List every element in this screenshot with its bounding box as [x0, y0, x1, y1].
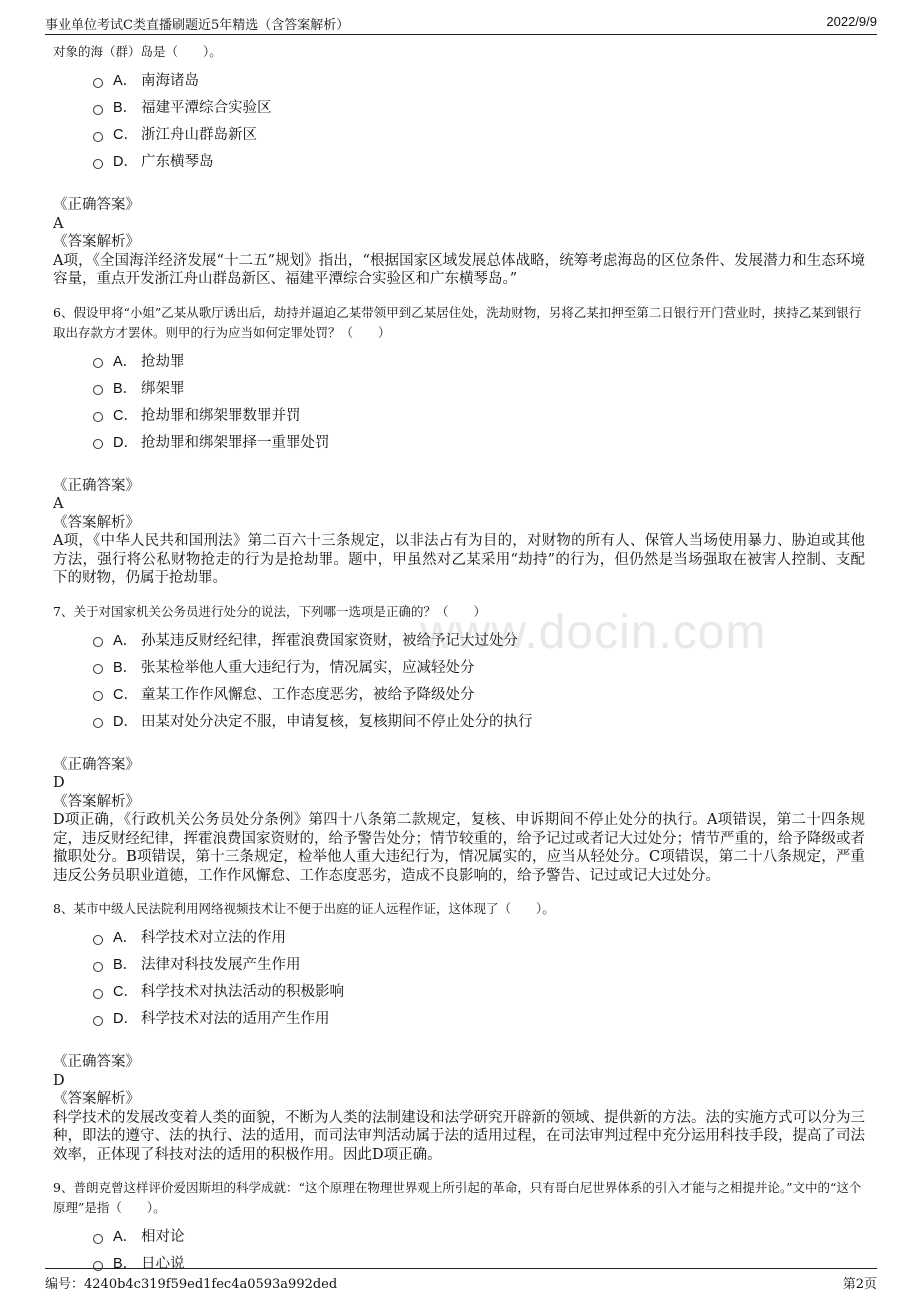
option-list [53, 923, 865, 1031]
question-5 [53, 42, 865, 289]
option-letter: C． [113, 407, 138, 424]
explain-label: 《答案解析》 [53, 234, 140, 250]
radio-icon[interactable] [93, 132, 103, 142]
option-text: 绑架罪 [141, 380, 185, 397]
document-code: 编号：4240b4c319f59ed1fec4a0593a992ded [45, 1277, 338, 1292]
question-stem: 9、普朗克曾这样评价爱因斯坦的科学成就：“这个原理在物理世界观上所引起的革命，只有哥白尼世界体系的引入才能与之相提并论。”文中的“这个原理”是指（ ）。 [53, 1180, 862, 1215]
radio-icon[interactable] [93, 989, 103, 999]
option-letter: A． [113, 73, 138, 89]
option-c[interactable] [53, 120, 865, 147]
option-text: 日心说 [141, 1256, 185, 1272]
explain-text: A项，《中华人民共和国刑法》第二百六十三条规定，以非法占有为目的，对财物的所有人、保管人当场使用暴力、胁迫或其他方法，强行将公私财物抢走的行为是抢劫罪。题中，甲虽然对乙某采用“劫持”的行为，但仍然是当场强取在被害人控制、支配下的财物，仍属于抢劫罪。 [53, 533, 865, 586]
answer-value: D [53, 775, 65, 791]
page-content [53, 42, 865, 1276]
answer-block [53, 756, 865, 886]
document-date: 2022/9/9 [826, 14, 877, 29]
option-list [53, 66, 865, 174]
answer-value: D [53, 1072, 65, 1089]
answer-block [53, 477, 865, 588]
option-letter: C． [113, 984, 138, 1000]
question-6 [53, 303, 865, 588]
question-7 [53, 602, 865, 886]
question-9 [53, 1178, 865, 1276]
option-a[interactable] [53, 1222, 865, 1249]
option-letter: D． [113, 713, 138, 730]
option-letter: A． [113, 632, 138, 649]
question-stem: 7、关于对国家机关公务员进行处分的说法，下列哪一选项是正确的？（ ） [53, 603, 486, 619]
answer-label: 《正确答案》 [53, 197, 140, 213]
option-text: 童某工作作风懈怠、工作态度恶劣，被给予降级处分 [141, 686, 475, 703]
explain-label: 《答案解析》 [53, 1091, 140, 1107]
watermark: www.docin.com [420, 606, 767, 659]
explain-label: 《答案解析》 [53, 793, 140, 810]
option-text: 福建平潭综合实验区 [141, 100, 272, 116]
answer-label: 《正确答案》 [53, 1054, 140, 1070]
option-letter: D． [113, 1011, 138, 1027]
option-text: 科学技术对立法的作用 [141, 930, 286, 946]
option-text: 田某对处分决定不服，申请复核，复核期间不停止处分的执行 [141, 713, 533, 730]
radio-icon[interactable] [93, 1016, 103, 1026]
explain-label: 《答案解析》 [53, 514, 140, 531]
option-letter: C． [113, 686, 138, 703]
option-b[interactable] [53, 93, 865, 120]
document-title: 事业单位考试C类直播刷题近5年精选（含答案解析） [45, 18, 350, 33]
radio-icon[interactable] [93, 385, 103, 395]
option-d[interactable] [53, 707, 865, 734]
option-text: 浙江舟山群岛新区 [141, 127, 257, 143]
option-text: 孙某违反财经纪律，挥霍浪费国家资财，被给予记大过处分 [141, 632, 518, 649]
answer-value: A [53, 496, 64, 512]
radio-icon[interactable] [93, 664, 103, 674]
answer-value: A [53, 215, 64, 232]
option-b[interactable] [53, 950, 865, 977]
radio-icon[interactable] [93, 412, 103, 422]
option-letter: D． [113, 154, 138, 170]
option-text: 科学技术对执法活动的积极影响 [141, 984, 344, 1000]
radio-icon[interactable] [93, 105, 103, 115]
option-list [53, 347, 865, 455]
option-c[interactable] [53, 977, 865, 1004]
question-stem: 6、假设甲将“小姐”乙某从歌厅诱出后，劫持并逼迫乙某带领甲到乙某居住处，洗劫财物，另将乙某扣押至第二日银行开门营业时，挟持乙某到银行取出存款方才罢休。则甲的行为应当如何定罪处罚？（ ） [53, 304, 862, 340]
page-header [45, 12, 877, 35]
explain-text: A项，《全国海洋经济发展“十二五”规划》指出，“根据国家区域发展总体战略，统筹考虑海岛的区位条件、发展潜力和生态环境容量，重点开发浙江舟山群岛新区、福建平潭综合实验区和广东横琴岛。” [53, 252, 865, 287]
radio-icon[interactable] [93, 962, 103, 972]
question-stem: 8、某市中级人民法院利用网络视频技术让不便于出庭的证人远程作证，这体现了（ ）。 [53, 901, 555, 916]
option-a[interactable] [53, 923, 865, 950]
option-d[interactable] [53, 428, 865, 455]
option-letter: A． [113, 930, 138, 946]
radio-icon[interactable] [93, 1234, 103, 1244]
option-text: 法律对科技发展产生作用 [141, 957, 301, 973]
answer-block [53, 1053, 865, 1164]
radio-icon[interactable] [93, 718, 103, 728]
option-letter: D． [113, 434, 138, 451]
answer-label: 《正确答案》 [53, 477, 140, 494]
option-a[interactable] [53, 626, 865, 653]
question-8 [53, 899, 865, 1164]
radio-icon[interactable] [93, 78, 103, 88]
option-list [53, 626, 865, 734]
radio-icon[interactable] [93, 637, 103, 647]
option-letter: B． [113, 100, 138, 116]
option-text: 张某检举他人重大违纪行为，情况属实，应减轻处分 [141, 659, 475, 676]
option-letter: A． [113, 1229, 138, 1245]
option-letter: B． [113, 659, 138, 676]
option-text: 抢劫罪和绑架罪数罪并罚 [141, 407, 301, 424]
option-text: 抢劫罪 [141, 353, 185, 370]
option-letter: C． [113, 127, 138, 143]
radio-icon[interactable] [93, 935, 103, 945]
option-text: 南海诸岛 [141, 73, 199, 89]
radio-icon[interactable] [93, 439, 103, 449]
option-a[interactable] [53, 66, 865, 93]
option-a[interactable] [53, 347, 865, 374]
option-c[interactable] [53, 680, 865, 707]
option-text: 科学技术对法的适用产生作用 [141, 1011, 330, 1027]
explain-text: D项正确，《行政机关公务员处分条例》第四十八条第二款规定，复核、申诉期间不停止处分的执行。A项错误，第二十四条规定，违反财经纪律，挥霍浪费国家资财的，给予警告处分；情节较重的，给予记过或者记大过处分；情节严重的，给予降级或者撤职处分。B项错误，第十三条规定，检举他人重大违纪行为，情况属实的，应当从轻处分。C项错误，第二十八条规定，严重违反公务员职业道德，工作作风懈怠、工作态度恶劣，造成不良影响的，给予警告、记过或记大过处分。 [53, 812, 865, 884]
option-b[interactable] [53, 374, 865, 401]
question-stem: 对象的海（群）岛是（ ）。 [53, 44, 222, 59]
answer-label: 《正确答案》 [53, 756, 140, 773]
option-text: 抢劫罪和绑架罪择一重罪处罚 [141, 434, 330, 451]
option-letter: A． [113, 353, 138, 370]
answer-block [53, 196, 865, 289]
option-d[interactable] [53, 147, 865, 174]
option-letter: B． [113, 1256, 138, 1272]
option-b[interactable] [53, 653, 865, 680]
option-letter: B． [113, 957, 138, 973]
explain-text: 科学技术的发展改变着人类的面貌，不断为人类的法制建设和法学研究开辟新的领域、提供新的方法。法的实施方式可以分为三种，即法的遵守、法的执行、法的适用，而司法审判活动属于法的适用过程，在司法审判过程中充分运用科技手段，提高了司法效率，正体现了科技对法的适用的积极作用。因此D项正确。 [53, 1109, 865, 1163]
option-text: 相对论 [141, 1229, 185, 1245]
option-d[interactable] [53, 1004, 865, 1031]
page-number: 第2页 [842, 1277, 877, 1292]
option-c[interactable] [53, 401, 865, 428]
option-letter: B． [113, 380, 138, 397]
radio-icon[interactable] [93, 159, 103, 169]
page-footer [45, 1268, 877, 1291]
option-text: 广东横琴岛 [141, 154, 214, 170]
radio-icon[interactable] [93, 358, 103, 368]
radio-icon[interactable] [93, 691, 103, 701]
